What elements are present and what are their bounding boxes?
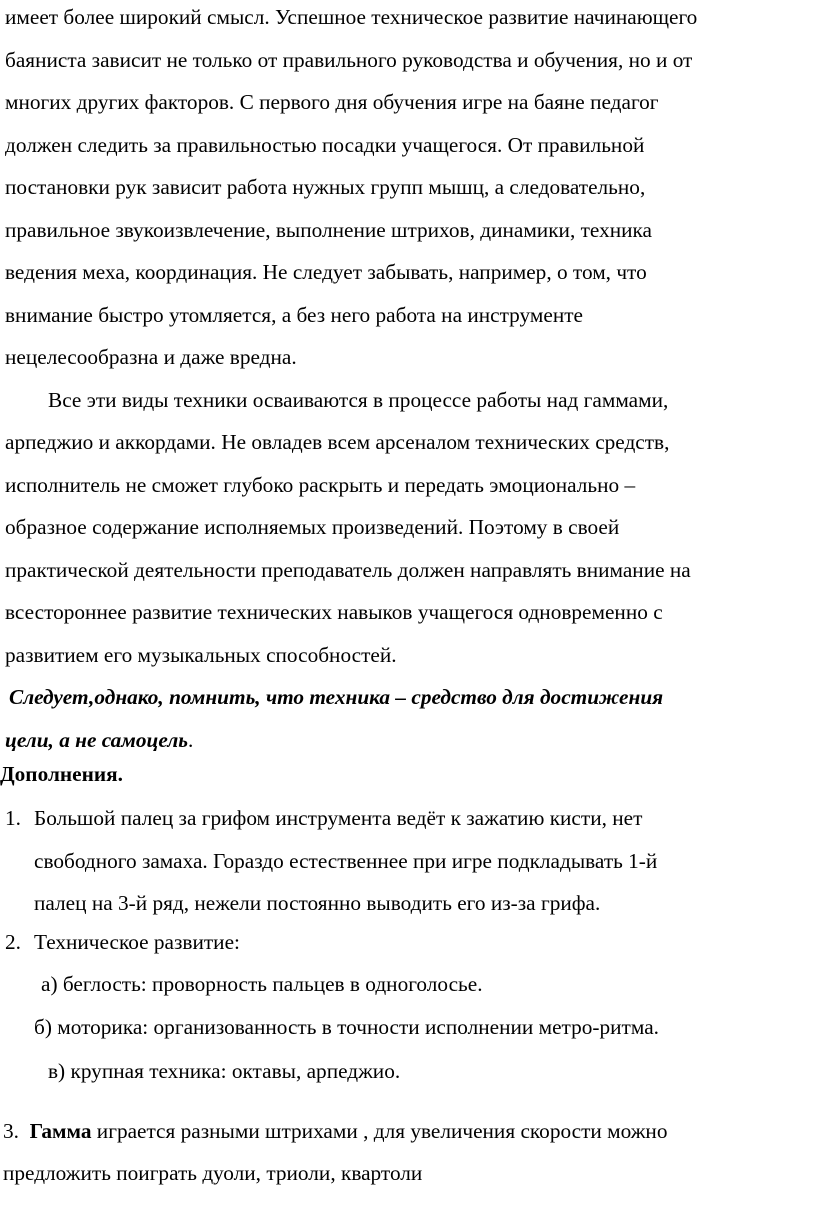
paragraph2-line-5: практической деятельности преподаватель должен направлять внимание на [5,558,691,582]
additions-heading: Дополнения. [0,762,123,786]
emphasis-period: . [187,728,194,752]
item2-subitem-b: б) моторика: организованность в точности исполнении метро-ритма. [34,1015,659,1039]
item1-number: 1. [5,806,21,830]
paragraph1-line-2: баяниста зависит не только от правильного руководства и обучения, но и от [5,48,693,72]
paragraph2-line-2: арпеджио и аккордами. Не овладев всем арсеналом технических средств, [5,430,670,454]
item1-line-1: Большой палец за грифом инструмента ведёт к зажатию кисти, нет [34,806,643,830]
paragraph1-line-9: нецелесообразна и даже вредна. [5,345,297,369]
item1-line-2: свободного замаха. Гораздо естественнее при игре подкладывать 1-й [34,849,658,873]
paragraph1-line-1: имеет более широкий смысл. Успешное техническое развитие начинающего [5,5,698,29]
item1-line-3: палец на 3-й ряд, нежели постоянно выводить его из-за грифа. [34,891,601,915]
paragraph2-line-3: исполнитель не сможет глубоко раскрыть и передать эмоционально – [5,473,636,497]
item2-title: Техническое развитие: [34,930,240,954]
item2-number: 2. [5,930,21,954]
item2-subitem-a: а) беглость: проворность пальцев в одноголосье. [41,972,483,996]
item2-subitem-c: в) крупная техника: октавы, арпеджио. [48,1059,401,1083]
paragraph1-line-4: должен следить за правильностью посадки учащегося. От правильной [5,133,645,157]
emphasis-line-1: Следует,однако, помнить, что техника – средство для достижения [9,685,664,709]
paragraph1-line-5: постановки рук зависит работа нужных групп мышц, а следовательно, [5,175,646,199]
paragraph2-line-1: Все эти виды техники осваиваются в процессе работы над гаммами, [48,388,669,412]
paragraph2-line-6: всестороннее развитие технических навыков учащегося одновременно с [5,600,663,624]
emphasis-text: цели, а не самоцель [5,728,188,752]
item3-line-2: предложить поиграть дуоли, триоли, квартоли [3,1161,423,1185]
item3-line-1 [3,1110,667,1153]
item3-rest: играется разными штрихами , для увеличения скорости можно [91,1119,668,1143]
paragraph1-line-6: правильное звукоизвлечение, выполнение штрихов, динамики, техника [5,218,652,242]
paragraph1-line-3: многих других факторов. С первого дня обучения игре на баяне педагог [5,90,659,114]
item3-number: 3. [3,1119,19,1143]
paragraph1-line-7: ведения меха, координация. Не следует забывать, например, о том, что [5,260,647,284]
paragraph2-line-7: развитием его музыкальных способностей. [5,643,397,667]
paragraph2-line-4: образное содержание исполняемых произведений. Поэтому в своей [5,515,620,539]
item3-bold-word: Гамма [29,1119,92,1143]
paragraph1-line-8: внимание быстро утомляется, а без него работа на инструменте [5,303,583,327]
